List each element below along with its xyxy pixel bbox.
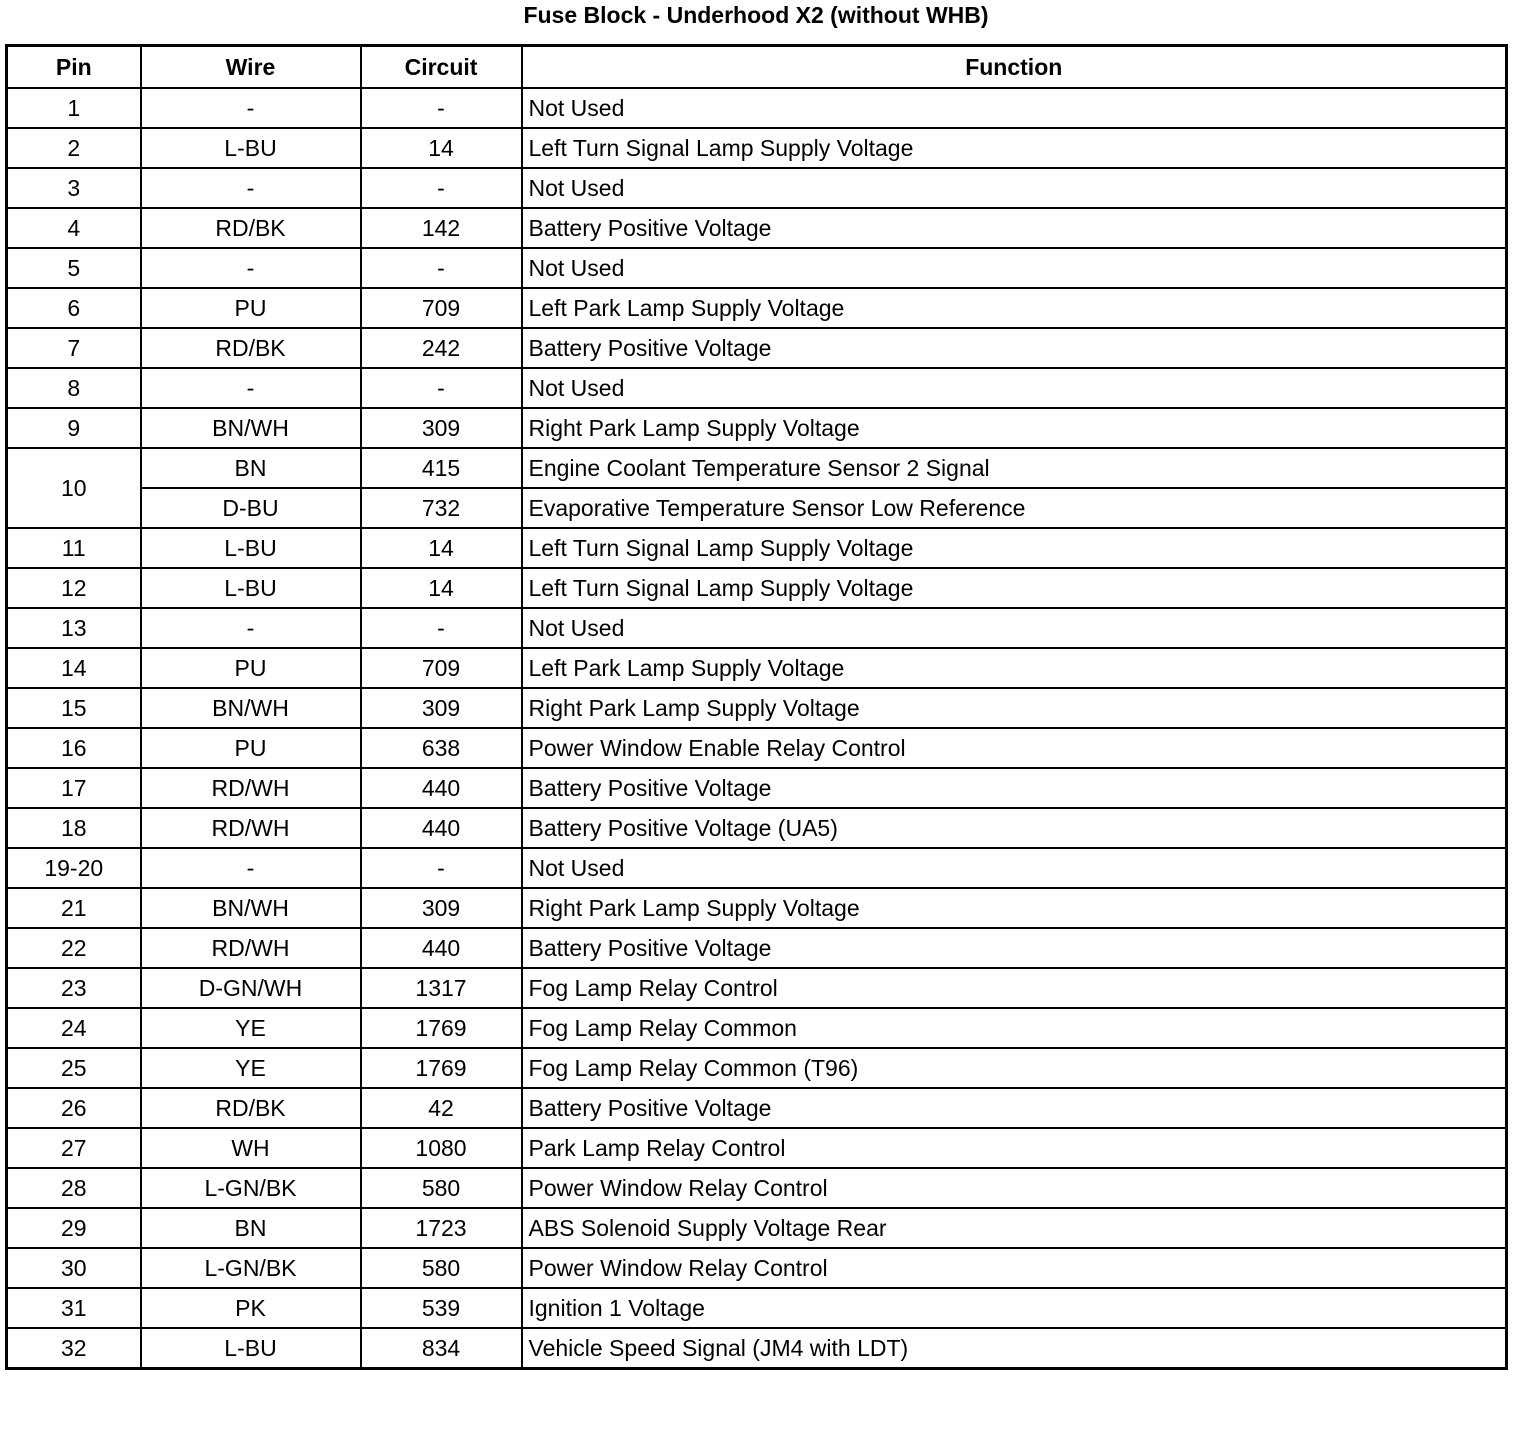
pin-cell: 30 — [7, 1248, 141, 1288]
function-cell: Battery Positive Voltage — [522, 208, 1507, 248]
table-row — [7, 1208, 1507, 1248]
circuit-cell: 309 — [361, 888, 522, 928]
table-row — [7, 528, 1507, 568]
table-row — [7, 608, 1507, 648]
table-row — [7, 288, 1507, 328]
function-cell: Right Park Lamp Supply Voltage — [522, 408, 1507, 448]
function-cell: Battery Positive Voltage — [522, 928, 1507, 968]
wire-cell: L-GN/BK — [141, 1248, 361, 1288]
function-cell: Power Window Enable Relay Control — [522, 728, 1507, 768]
table-body — [7, 88, 1507, 1369]
pin-cell: 2 — [7, 128, 141, 168]
wire-cell: YE — [141, 1008, 361, 1048]
function-cell: Vehicle Speed Signal (JM4 with LDT) — [522, 1328, 1507, 1369]
function-cell: Power Window Relay Control — [522, 1248, 1507, 1288]
table-row — [7, 208, 1507, 248]
pin-cell: 1 — [7, 88, 141, 128]
pin-cell: 22 — [7, 928, 141, 968]
circuit-cell: - — [361, 608, 522, 648]
circuit-cell: 709 — [361, 648, 522, 688]
circuit-cell: 1769 — [361, 1048, 522, 1088]
column-header-wire: Wire — [141, 46, 361, 89]
column-header-circuit: Circuit — [361, 46, 522, 89]
pin-cell: 11 — [7, 528, 141, 568]
circuit-cell: 1317 — [361, 968, 522, 1008]
wire-cell: BN — [141, 1208, 361, 1248]
function-cell: Not Used — [522, 608, 1507, 648]
pin-cell: 17 — [7, 768, 141, 808]
table-row — [7, 848, 1507, 888]
function-cell: Left Turn Signal Lamp Supply Voltage — [522, 528, 1507, 568]
pin-cell: 14 — [7, 648, 141, 688]
function-cell: Right Park Lamp Supply Voltage — [522, 888, 1507, 928]
pin-cell: 28 — [7, 1168, 141, 1208]
circuit-cell: 440 — [361, 808, 522, 848]
wire-cell: RD/BK — [141, 328, 361, 368]
table-row — [7, 568, 1507, 608]
table-row — [7, 968, 1507, 1008]
table-row — [7, 888, 1507, 928]
pin-cell: 19-20 — [7, 848, 141, 888]
pin-cell: 3 — [7, 168, 141, 208]
pin-cell: 7 — [7, 328, 141, 368]
circuit-cell: 415 — [361, 448, 522, 488]
pin-cell: 16 — [7, 728, 141, 768]
table-row — [7, 1128, 1507, 1168]
wire-cell: - — [141, 848, 361, 888]
wire-cell: - — [141, 168, 361, 208]
circuit-cell: 14 — [361, 568, 522, 608]
table-row — [7, 448, 1507, 488]
pin-cell: 12 — [7, 568, 141, 608]
header-row — [7, 46, 1507, 89]
circuit-cell: 1769 — [361, 1008, 522, 1048]
function-cell: Fog Lamp Relay Common (T96) — [522, 1048, 1507, 1088]
wire-cell: D-BU — [141, 488, 361, 528]
wire-cell: PU — [141, 288, 361, 328]
table-row — [7, 1088, 1507, 1128]
pin-cell: 4 — [7, 208, 141, 248]
circuit-cell: 309 — [361, 688, 522, 728]
function-cell: Not Used — [522, 248, 1507, 288]
wire-cell: L-BU — [141, 528, 361, 568]
table-row — [7, 768, 1507, 808]
circuit-cell: 1723 — [361, 1208, 522, 1248]
function-cell: Battery Positive Voltage — [522, 328, 1507, 368]
pin-cell: 15 — [7, 688, 141, 728]
wire-cell: - — [141, 608, 361, 648]
wire-cell: PU — [141, 648, 361, 688]
pin-cell: 10 — [7, 448, 141, 528]
circuit-cell: 142 — [361, 208, 522, 248]
function-cell: Left Turn Signal Lamp Supply Voltage — [522, 568, 1507, 608]
pin-cell: 8 — [7, 368, 141, 408]
pin-cell: 5 — [7, 248, 141, 288]
circuit-cell: - — [361, 368, 522, 408]
circuit-cell: 14 — [361, 528, 522, 568]
wire-cell: BN/WH — [141, 688, 361, 728]
function-cell: Fog Lamp Relay Control — [522, 968, 1507, 1008]
circuit-cell: 834 — [361, 1328, 522, 1369]
circuit-cell: - — [361, 168, 522, 208]
table-row — [7, 1248, 1507, 1288]
table-row — [7, 168, 1507, 208]
circuit-cell: 440 — [361, 768, 522, 808]
wire-cell: PU — [141, 728, 361, 768]
pin-cell: 26 — [7, 1088, 141, 1128]
column-header-function: Function — [522, 46, 1507, 89]
circuit-cell: 1080 — [361, 1128, 522, 1168]
circuit-cell: - — [361, 248, 522, 288]
circuit-cell: 732 — [361, 488, 522, 528]
pin-cell: 23 — [7, 968, 141, 1008]
pin-cell: 32 — [7, 1328, 141, 1369]
wire-cell: YE — [141, 1048, 361, 1088]
pin-cell: 6 — [7, 288, 141, 328]
table-row — [7, 728, 1507, 768]
table-row — [7, 1288, 1507, 1328]
circuit-cell: 709 — [361, 288, 522, 328]
wire-cell: - — [141, 88, 361, 128]
function-cell: Not Used — [522, 168, 1507, 208]
table-row — [7, 1048, 1507, 1088]
function-cell: Not Used — [522, 88, 1507, 128]
function-cell: Park Lamp Relay Control — [522, 1128, 1507, 1168]
pin-cell: 13 — [7, 608, 141, 648]
wire-cell: RD/WH — [141, 808, 361, 848]
function-cell: Not Used — [522, 368, 1507, 408]
function-cell: Battery Positive Voltage — [522, 768, 1507, 808]
circuit-cell: 309 — [361, 408, 522, 448]
function-cell: Right Park Lamp Supply Voltage — [522, 688, 1507, 728]
circuit-cell: 638 — [361, 728, 522, 768]
table-row — [7, 368, 1507, 408]
circuit-cell: - — [361, 88, 522, 128]
wire-cell: - — [141, 248, 361, 288]
wire-cell: D-GN/WH — [141, 968, 361, 1008]
circuit-cell: 14 — [361, 128, 522, 168]
table-row — [7, 488, 1507, 528]
wire-cell: BN/WH — [141, 888, 361, 928]
pin-cell: 27 — [7, 1128, 141, 1168]
table-row — [7, 648, 1507, 688]
table-row — [7, 928, 1507, 968]
pin-cell: 21 — [7, 888, 141, 928]
circuit-cell: 580 — [361, 1168, 522, 1208]
function-cell: Evaporative Temperature Sensor Low Reference — [522, 488, 1507, 528]
table-row — [7, 1008, 1507, 1048]
function-cell: ABS Solenoid Supply Voltage Rear — [522, 1208, 1507, 1248]
pin-cell: 24 — [7, 1008, 141, 1048]
wire-cell: L-BU — [141, 1328, 361, 1369]
table-row — [7, 1168, 1507, 1208]
wire-cell: PK — [141, 1288, 361, 1328]
table-row — [7, 128, 1507, 168]
table-row — [7, 88, 1507, 128]
circuit-cell: - — [361, 848, 522, 888]
function-cell: Not Used — [522, 848, 1507, 888]
wire-cell: BN/WH — [141, 408, 361, 448]
pin-cell: 18 — [7, 808, 141, 848]
function-cell: Ignition 1 Voltage — [522, 1288, 1507, 1328]
function-cell: Battery Positive Voltage — [522, 1088, 1507, 1128]
table-row — [7, 688, 1507, 728]
function-cell: Engine Coolant Temperature Sensor 2 Signal — [522, 448, 1507, 488]
table-row — [7, 328, 1507, 368]
function-cell: Left Park Lamp Supply Voltage — [522, 288, 1507, 328]
pin-cell: 31 — [7, 1288, 141, 1328]
connector-pinout-table — [5, 44, 1508, 1370]
table-row — [7, 248, 1507, 288]
wire-cell: RD/WH — [141, 928, 361, 968]
wire-cell: L-BU — [141, 128, 361, 168]
wire-cell: RD/BK — [141, 1088, 361, 1128]
table-row — [7, 408, 1507, 448]
function-cell: Battery Positive Voltage (UA5) — [522, 808, 1507, 848]
table-row — [7, 808, 1507, 848]
wire-cell: L-BU — [141, 568, 361, 608]
circuit-cell: 580 — [361, 1248, 522, 1288]
table-header — [7, 46, 1507, 89]
pin-cell: 9 — [7, 408, 141, 448]
circuit-cell: 242 — [361, 328, 522, 368]
function-cell: Fog Lamp Relay Common — [522, 1008, 1507, 1048]
function-cell: Left Turn Signal Lamp Supply Voltage — [522, 128, 1507, 168]
circuit-cell: 539 — [361, 1288, 522, 1328]
table-row — [7, 1328, 1507, 1369]
wire-cell: BN — [141, 448, 361, 488]
column-header-pin: Pin — [7, 46, 141, 89]
circuit-cell: 440 — [361, 928, 522, 968]
function-cell: Left Park Lamp Supply Voltage — [522, 648, 1507, 688]
wire-cell: WH — [141, 1128, 361, 1168]
wire-cell: - — [141, 368, 361, 408]
wire-cell: L-GN/BK — [141, 1168, 361, 1208]
document-title: Fuse Block - Underhood X2 (without WHB) — [523, 2, 989, 28]
function-cell: Power Window Relay Control — [522, 1168, 1507, 1208]
wire-cell: RD/WH — [141, 768, 361, 808]
pin-cell: 25 — [7, 1048, 141, 1088]
wire-cell: RD/BK — [141, 208, 361, 248]
circuit-cell: 42 — [361, 1088, 522, 1128]
pin-cell: 29 — [7, 1208, 141, 1248]
